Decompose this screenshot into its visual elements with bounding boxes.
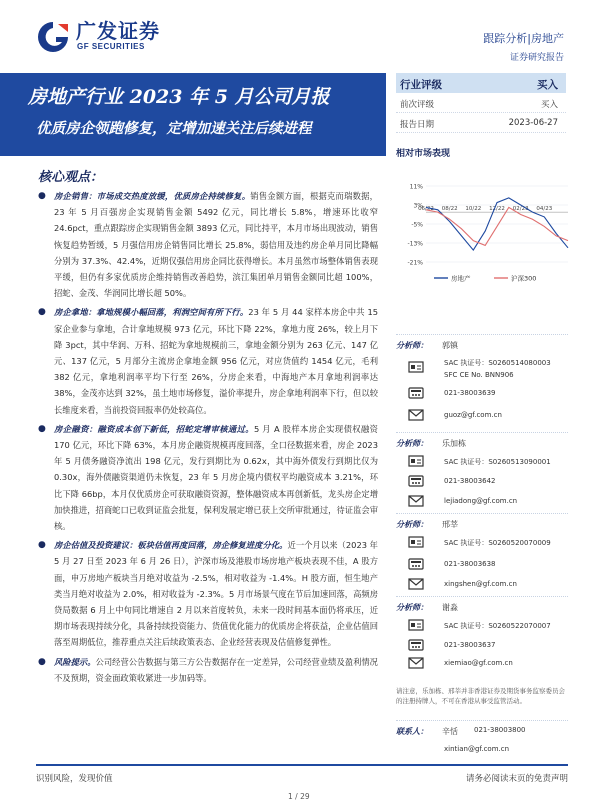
x-tick-label: 06/22 <box>418 206 434 213</box>
rating-row-value: 2023-06-27 <box>508 118 558 128</box>
perf-chart-title: 相对市场表现 <box>396 149 451 159</box>
analyst-phone: 021-38003637 <box>444 641 496 649</box>
analyst-email[interactable]: lejiadong@gf.com.cn <box>444 497 518 505</box>
core-view-highlight: 房企拿地：拿地规模小幅回落，利润空间有所下行。 <box>54 307 249 318</box>
rating-header <box>396 73 566 93</box>
rating-row-label: 前次评级 <box>400 100 435 110</box>
core-views-list <box>38 188 378 689</box>
y-tick-label: 11% <box>409 183 423 191</box>
header-right <box>483 30 564 63</box>
legend-label-hs300: 沪深300 <box>511 274 537 283</box>
core-view-highlight: 房企销售：市场成交热度放缓，优质房企持续修复。 <box>54 191 251 201</box>
report-title: 房地产行业 2023 年 5 月公司月报 <box>28 86 330 108</box>
bullet-icon: ● <box>38 423 46 434</box>
id-card-icon <box>408 455 424 467</box>
x-tick-label: 02/23 <box>512 206 529 213</box>
contact-block <box>396 720 568 761</box>
core-view-item <box>38 421 378 534</box>
analyst-email[interactable]: xingshen@gf.com.cn <box>444 580 517 588</box>
contact-phone: 021-38003800 <box>474 726 526 734</box>
bullet-icon: ● <box>38 656 46 667</box>
rating-table <box>396 73 566 133</box>
page-footer <box>36 764 568 801</box>
contact-role: 联系人： <box>396 727 428 736</box>
id-card-icon <box>408 536 424 548</box>
rating-row-date <box>396 113 566 133</box>
bullet-icon: ● <box>38 191 46 201</box>
analyst-role: 分析师： <box>396 603 428 612</box>
gf-logo <box>36 20 176 54</box>
y-tick-label: -5% <box>411 221 423 229</box>
y-tick-label: 3% <box>413 202 423 210</box>
analyst-sac: SAC 执证号：S0260514080003 <box>444 359 551 367</box>
analyst-sac: SAC 执证号：S0260522070007 <box>444 622 551 630</box>
analyst-role: 分析师： <box>396 520 428 529</box>
analyst-email[interactable]: guoz@gf.com.cn <box>444 411 502 419</box>
core-views-heading: 核心观点： <box>38 170 104 185</box>
license-disclaimer: 请注意，乐加栋、邢莘并非香港证券及期货事务监察委员会的注册持牌人，不可在香港从事受监管活动。 <box>396 687 565 705</box>
email-icon <box>408 657 424 669</box>
core-view-text: 23 年 5 月 44 家样本房企中共 15 家企业参与拿地，合计拿地规模 973 亿元，环比下降 22%，拿地力度 26%，较上月下降 3pct，其中华润、万科、招蛇为拿地规模前三，拿地金额分别为 263 亿元、147 亿元、137 亿元，5 月部分主流房企拿地金额 956 亿元，对应货值约 1454 亿元，毛利 382 亿元，拿地利润率平均下行至 26%，分房企来看，中海地产本月拿地利润率达 38%，金茂亦达到 32%，虽土地市场修复，溢价率提升，房企拿地利润率下行，但以较长维度来看，当前投资回报率仍处较高位。 <box>54 307 378 415</box>
series-line-1 <box>426 207 568 245</box>
analyst-role: 分析师： <box>396 439 428 448</box>
core-view-highlight: 风险提示。 <box>54 656 96 667</box>
core-view-item <box>38 304 378 417</box>
analyst-name: 乐加栋 <box>442 439 466 448</box>
footer-disclaimer-note: 请务必阅读末页的免责声明 <box>465 774 568 784</box>
core-view-item <box>38 654 378 686</box>
analyst-phone: 021-38003639 <box>444 389 496 397</box>
core-view-text: 5 月 A 股样本房企实现债权融资 170 亿元，环比下降 63%，本月房企融资规模再度回落，全口径数据来看，房企 2023 年 5 月债务融资净流出 198 亿元，发行到期比为 0.62x，其中海外债发行到期比仅为 0.30x，海外债融资渠道仍未恢复，23 年 5 月房企境内债权平均融资成本 3.21%，环比下降 66bp，本月仅优质房企可获取融资资源，整体融资成本再创新低，龙头房企定增加快推进，招商蛇口已收到证监会批复，保利发展定增已获上交所审批通过，待证监会审核。 <box>54 423 378 532</box>
rating-header-value: 买入 <box>537 79 558 91</box>
x-tick-label: 12/22 <box>489 206 505 213</box>
analyst-phone: 021-38003642 <box>444 477 496 485</box>
analyst-phone: 021-38003638 <box>444 560 496 568</box>
core-view-text: 近一个月以来（2023 年 5 月 27 日至 2023 年 6 月 26 日），沪深市场及港股市场房地产板块表现不佳，A 股方面，申万房地产板块当月绝对收益为 -2.5%，相对收益为 -1.4%。H 股方面，恒生地产类当月绝对收益为 2.0%，相对收益为 -2.3%。5 月市场景气度在节后加速回落，高频房贷局数据 6 月上中旬同比增速自 2 月以来首度转负，未来一段时间基本面仍将承压，近期市场表现持续分化，具备持续投资能力、货值优化能力的优质房企将获益，企业估值回落至周期低位，推荐重点关注后续政策表态、企业经营表现及估值修复弹性。 <box>54 540 378 648</box>
core-view-highlight: 房企估值及投资建议：板块估值再度回落，房企修复进度分化。 <box>54 540 288 551</box>
core-view-item <box>38 537 378 650</box>
page-number: 1 / 29 <box>288 792 310 801</box>
phone-icon <box>408 475 424 487</box>
x-tick-label: 10/22 <box>465 206 482 213</box>
analyst-block <box>396 596 568 675</box>
analyst-block <box>396 513 568 596</box>
contact-name: 辛恬 <box>442 727 458 736</box>
analyst-sac: SAC 执证号：S0260520070009 <box>444 539 551 547</box>
analyst-sac: SAC 执证号：S0260513090001 <box>444 458 551 466</box>
logo-subtitle: GF SECURITIES <box>77 42 145 51</box>
report-type: 证券研究报告 <box>509 53 564 63</box>
footer-slogan: 识别风险，发现价值 <box>36 774 113 784</box>
phone-icon <box>408 639 424 651</box>
report-tag: 跟踪分析|房地产 <box>483 32 564 45</box>
email-icon <box>408 409 424 421</box>
email-icon <box>408 578 424 590</box>
logo-text: 广发证券 <box>76 19 160 43</box>
analyst-email[interactable]: xiemiao@gf.com.cn <box>444 659 513 667</box>
analyst-name: 郭镇 <box>442 341 458 350</box>
analyst-name: 邢莘 <box>442 520 458 529</box>
analyst-sfc: SFC CE No. BNN906 <box>444 371 514 379</box>
perf-chart <box>396 180 572 288</box>
x-tick-label: 08/22 <box>441 206 458 213</box>
id-card-icon <box>408 361 424 373</box>
report-subtitle: 优质房企领跑修复，定增加速关注后续进程 <box>36 120 312 137</box>
bullet-icon: ● <box>38 307 46 318</box>
rating-header-label: 行业评级 <box>400 79 442 91</box>
rating-row-prev <box>396 93 566 113</box>
contact-email[interactable]: xintian@gf.com.cn <box>444 745 510 753</box>
rating-row-value: 买入 <box>540 100 558 110</box>
analyst-list <box>396 334 568 675</box>
x-tick-label: 04/23 <box>536 206 553 213</box>
analyst-name: 谢淼 <box>442 603 458 612</box>
email-icon <box>408 495 424 507</box>
phone-icon <box>408 387 424 399</box>
phone-icon <box>408 558 424 570</box>
y-tick-label: -21% <box>407 259 423 267</box>
id-card-icon <box>408 619 424 631</box>
analyst-block <box>396 432 568 513</box>
core-view-text: 公司经营公告数据与第三方公告数据存在一定差异，公司经营业绩及盈利情况不及预期，资金面政策收紧进一步加码等。 <box>54 656 378 683</box>
gf-logo-icon <box>36 20 70 54</box>
report-header <box>0 0 600 72</box>
bullet-icon: ● <box>38 540 46 551</box>
core-view-text: 销售金额方面，根据克而瑞数据，23 年 5 月百强房企实现销售金额 5492 亿元，同比增长 5.8%，增速环比收窄 24.6pct，重点跟踪房企实现销售金额 3893 亿元，同比持平，本月市场出现波动，销售恢复趋势暂缓，5 月强信用房企销售同比增长 25.8%，弱信用及违约房企单月同比降幅分别为 37.3%、42.4%，近期仅强信用房企同比获得增长。本月虽然市场整体销售表现平缓，但仍有多家优质房企维持销售改善趋势，滨江集团单月销售金额同比超 100%，招蛇、金茂、华润同比增长超 50%。 <box>54 191 378 299</box>
analyst-block <box>396 334 568 432</box>
core-view-item <box>38 188 378 301</box>
y-tick-label: -13% <box>407 240 423 248</box>
legend-label-realestate: 房地产 <box>451 274 471 283</box>
analyst-role: 分析师： <box>396 341 428 350</box>
rating-row-label: 报告日期 <box>400 120 435 130</box>
core-view-highlight: 房企融资：融资成本创下新低，招蛇定增审核通过。 <box>54 423 254 434</box>
